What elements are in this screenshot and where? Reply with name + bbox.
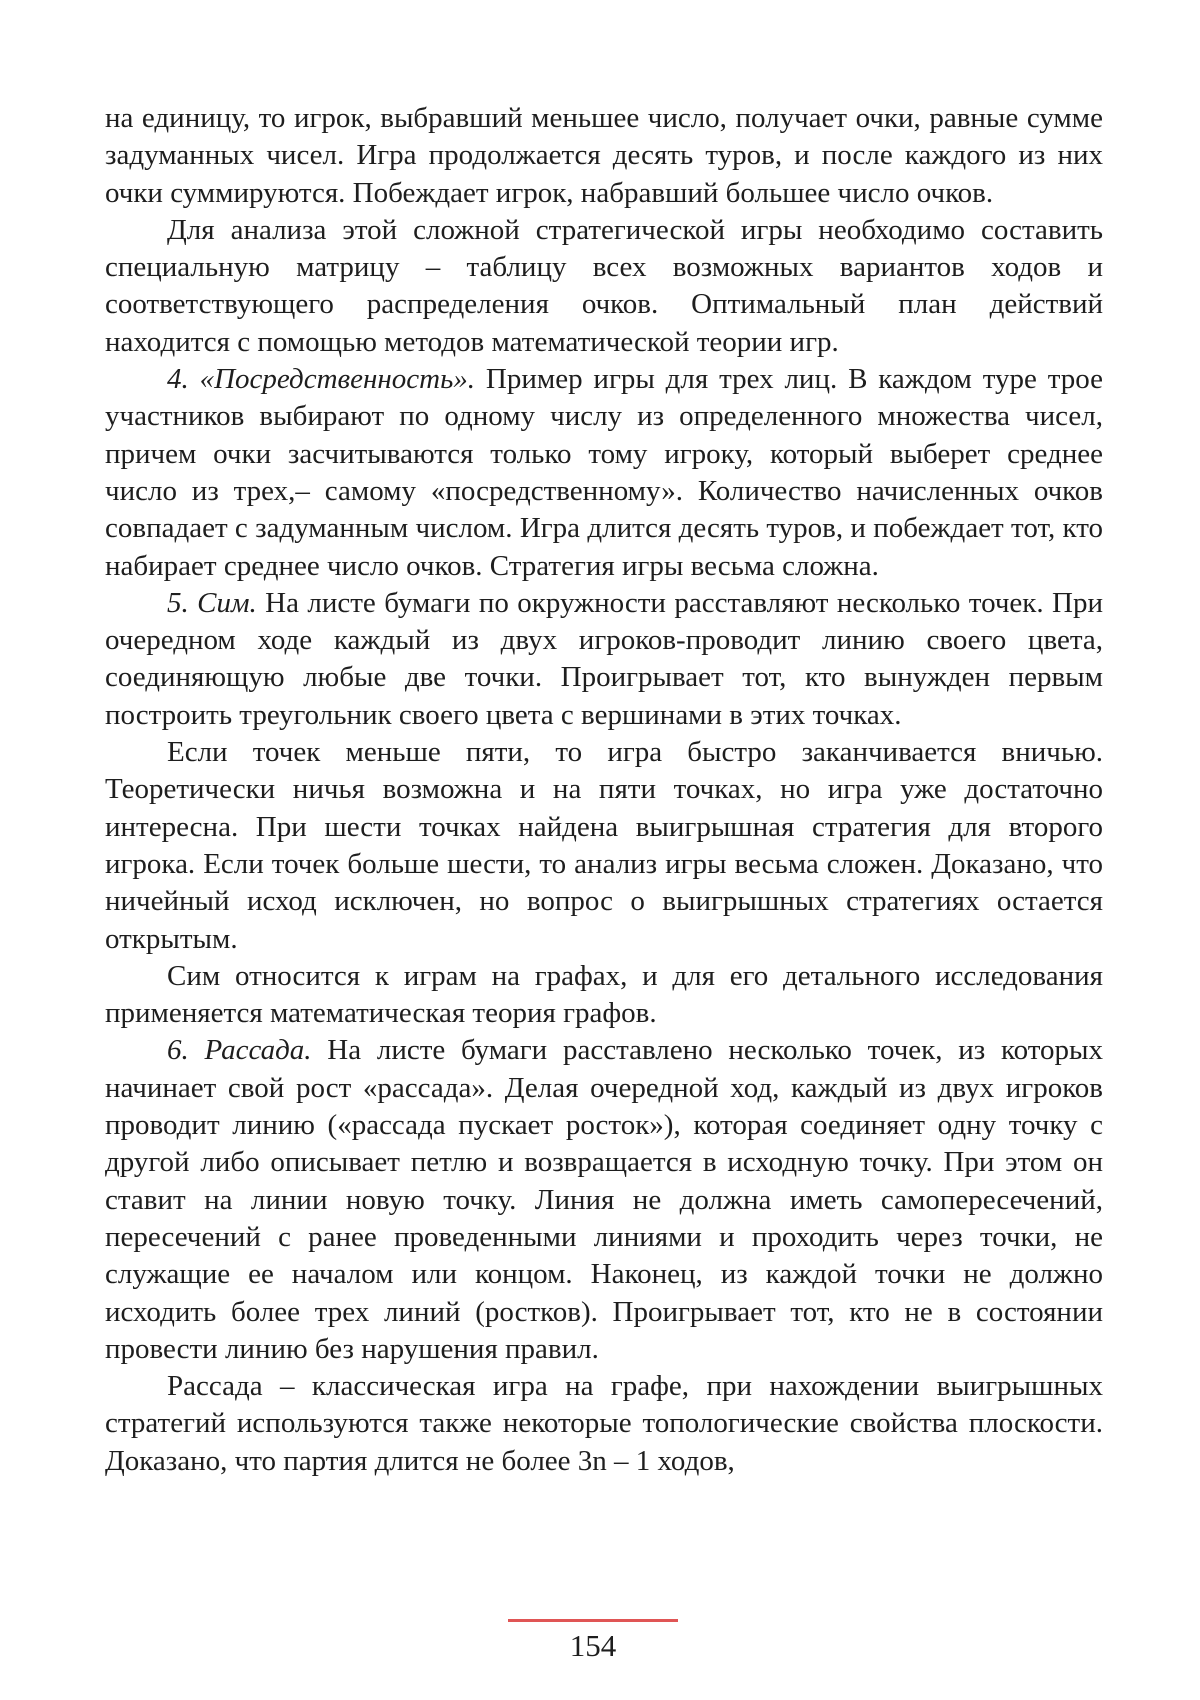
page-number-rule (508, 1619, 678, 1622)
game-title: 4. «Посредственность». (167, 363, 476, 396)
paragraph-sim-game (105, 585, 1103, 734)
body-text (105, 100, 1103, 1480)
paragraph-analysis (105, 212, 1103, 361)
paragraph-text: На листе бумаги по окружности расставляют несколько точек. При очередном ходе каждый из двух игроков-проводит линию своего цвета, соединяющую любые две точки. Проигрывает тот, кто вынужден первым построить треугольник своего цвета с вершинами в этих точках. (105, 586, 1103, 731)
paragraph-text: на единицу, то игрок, выбравший меньшее число, получает очки, равные сумме задуманных чисел. Игра продолжается десять туров, и после каждого из них очки суммируются. Побеждает игрок, набравший большее число очков. (105, 102, 1103, 209)
paragraph-text: Сим относится к играм на графах, и для его детального исследования применяется математическая теория графов. (105, 959, 1103, 1030)
paragraph-text: Рассада – классическая игра на графе, при нахождении выигрышных стратегий используются также некоторые топологические свойства плоскости. Доказано, что партия длится не более 3n – 1 ходов, (105, 1370, 1103, 1477)
paragraph-text: Для анализа этой сложной стратегической игры необходимо составить специальную матрицу – таблицу всех возможных вариантов ходов и соответствующего распределения очков. Оптимальный план действий находится с помощью методов математической теории игр. (105, 213, 1103, 358)
paragraph-continuation (105, 100, 1103, 212)
game-title: 5. Сим. (167, 586, 257, 619)
paragraph-mediocrity-game (105, 361, 1103, 585)
paragraph-sprouts-analysis (105, 1368, 1103, 1480)
paragraph-sim-graphs (105, 958, 1103, 1033)
page-number: 154 (569, 1628, 617, 1663)
paragraph-text: На листе бумаги расставлено несколько точек, из которых начинает свой рост «рассада». Делая очередной ход, каждый из двух игроков проводит линию («рассада пускает росток»), которая соединяет одну точку с другой либо описывает петлю и возвращается в исходную точку. При этом он ставит на линии новую точку. Линия не должна иметь самопересечений, пересечений с ранее проведенными линиями и проходить через точки, не служащие ее началом или концом. Наконец, из каждой точки не должно исходить более трех линий (ростков). Проигрывает тот, кто не в состоянии провести линию без нарушения правил. (105, 1034, 1103, 1365)
paragraph-text: Если точек меньше пяти, то игра быстро заканчивается вничью. Теоретически ничья возможна и на пяти точках, но игра уже достаточно интересна. При шести точках найдена выигрышная стратегия для второго игрока. Если точек больше шести, то анализ игры весьма сложен. Доказано, что ничейный исход исключен, но вопрос о выигрышных стратегиях остается открытым. (105, 736, 1103, 955)
game-title: 6. Рассада. (167, 1034, 312, 1067)
paragraph-text: Пример игры для трех лиц. В каждом туре трое участников выбирают по одному числу из определенного множества чисел, причем очки засчитываются только тому игроку, который выберет среднее число из трех,– самому «посредственному». Количество начисленных очков совпадает с задуманным числом. Игра длится десять туров, и побеждает тот, кто набирает среднее число очков. Стратегия игры весьма сложна. (105, 363, 1103, 582)
paragraph-sim-analysis (105, 734, 1103, 958)
paragraph-sprouts-game (105, 1032, 1103, 1368)
